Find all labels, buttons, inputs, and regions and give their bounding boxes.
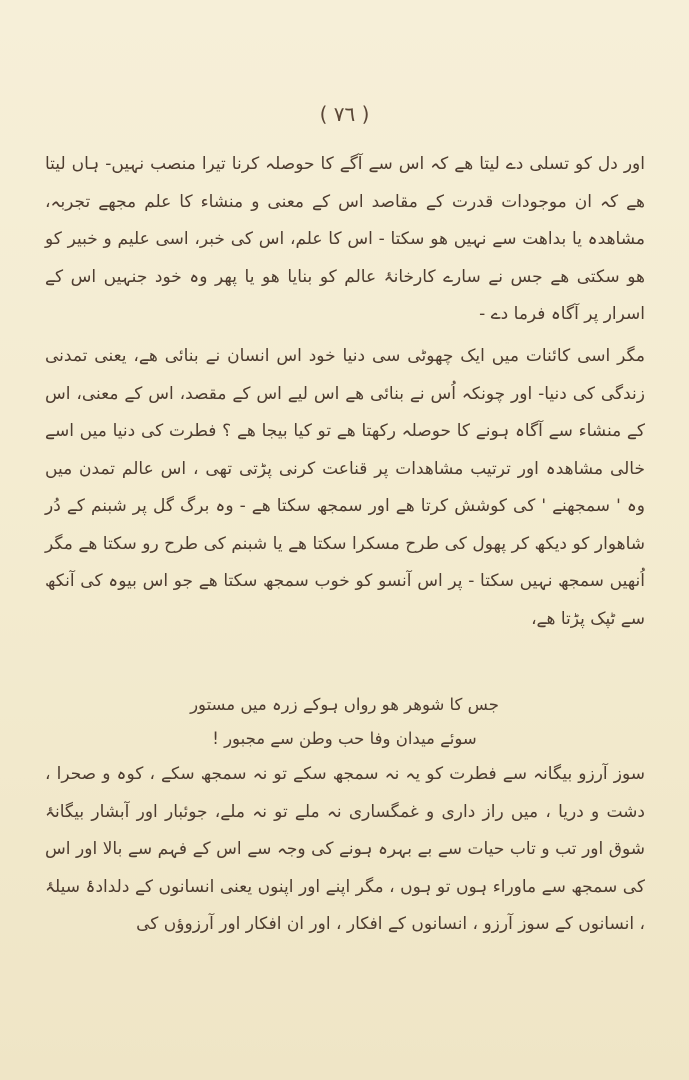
paragraph-2 <box>45 338 645 638</box>
paragraph-3 <box>45 756 645 944</box>
paragraph-text: سوز آرزو بیگانہ سے فطرت کو یہ نہ سمجھ سکے تو نہ سمجھ سکے ، کوہ و صحرا ، دشت و دریا ، میں راز داری و غمگساری نہ ملے تو نہ ملے، جوئبار اور آبشار بیگانۂ شوق اور تب و تاب حیات سے بے بہرہ ہونے کی وجہ سے اس کے فہم سے بالا اور اس کی سمجھ سے ماوراء ہوں تو ہوں ، مگر اپنے اور اپنوں یعنی انسانوں کے دلدادۂ سیلۂ ، انسانوں کے سوز آرزو ، انسانوں کے افکار ، اور ان افکار اور آرزوؤں کی <box>45 764 645 934</box>
paragraph-1 <box>45 146 645 334</box>
couplet-line-2: سوئے میدان وفا حب وطن سے مجبور ! <box>212 729 477 748</box>
paragraph-text: مگر اسی کائنات میں ایک چھوٹی سی دنیا خود اس انسان نے بنائی ھے، یعنی تمدنی زندگی کی دنیا- اور چونکہ اُس نے بنائی ھے اس لیے اس کے مقصد، اس کے معنی، اس کے منشاء سے آگاہ ہونے کا حوصلہ رکھتا ھے تو کیا بیجا ھے ؟ فطرت کی دنیا میں اسے خالی مشاھدہ اور ترتیب مشاھدات پر قناعت کرنی پڑتی تھی ، اس عالم تمدن میں وہ ' سمجھنے ' کی کوشش کرتا ھے اور سمجھ سکتا ھے - وہ برگ گل پر شبنم کے دُر شاھوار کو دیکھ کر پھول کی طرح مسکرا سکتا ھے یا شبنم کی طرح رو سکتا ھے مگر اُنھیں سمجھ نہیں سکتا - پر اس آنسو کو خوب سمجھ سکتا ھے جو اس بیوہ کی آنکھ سے ٹپک پڑتا ھے، <box>45 346 645 629</box>
page-number: ( ٧٦ ) <box>319 102 370 126</box>
couplet-line-1: جس کا شوھر ھو رواں ہوکے زرہ میں مستور <box>190 695 499 714</box>
paragraph-text: اور دل کو تسلی دے لیتا ھے کہ اس سے آگے کا حوصلہ کرنا تیرا منصب نہیں- ہاں لیتا ھے کہ ان موجودات قدرت کے مقاصد اس کے معنی و منشاء کا علم مجھے تجربہ، مشاھدہ یا بداھت سے نہیں ھو سکتا - اس کا علم، اس کی خبر، اسی علیم و خبیر کو ھو سکتی ھے جس نے سارے کارخانۂ عالم کو بنایا ھو یا پھر وہ خود جنہیں اس کے اسرار پر آگاہ فرما دے - <box>45 154 645 324</box>
